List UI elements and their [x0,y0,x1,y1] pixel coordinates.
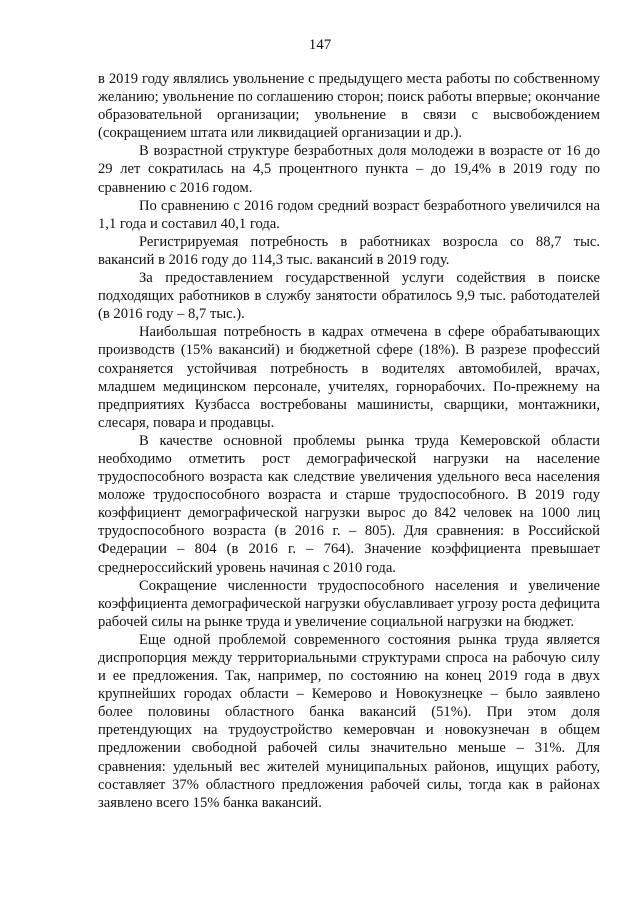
paragraph-youth-share: В возрастной структуре безработных доля молодежи в возрасте от 16 до 29 лет сократилась на 4,5 процентного пункта – до 19,4% в 2019 году по сравнению с 2016 годом. [98,143,600,196]
paragraph-continuation: в 2019 году являлись увольнение с предыдущего места работы по собственному желанию; увольнение по соглашению сторон; поиск работы впервые; окончание образовательной организации; увольнение в связи с высвобождением (сокращением штата или ликвидацией организации и др.). [98,71,600,142]
paragraph-employers: За предоставлением государственной услуги содействия в поиске подходящих работников в службу занятости обратилось 9,9 тыс. работодателей (в 2016 году – 8,7 тыс.). [98,270,600,323]
paragraph-labor-deficit: Сокращение численности трудоспособного населения и увеличение коэффициента демографической нагрузки обуславливает угрозу роста дефицита рабочей силы на рынке труда и увеличение социальной нагрузки на бюджет. [98,577,600,630]
body-text [98,70,600,812]
paragraph-registered-demand: Регистрируемая потребность в работниках возросла со 88,7 тыс. вакансий в 2016 году до 114,3 тыс. вакансий в 2019 году. [98,233,600,268]
paragraph-average-age: По сравнению с 2016 годом средний возраст безработного увеличился на 1,1 года и составил 40,1 года. [98,197,600,232]
page-number: 147 [308,37,332,53]
paragraph-staffing-needs: Наибольшая потребность в кадрах отмечена в сфере обрабатывающих производств (15% вакансий) и бюджетной сфере (18%). В разрезе профессий сохраняется устойчивая потребность в водителях автомобилей, врачах, младшем медицинском персонале, учителях, горнорабочих. По-прежнему на предприятиях Кузбасса востребованы машинисты, сварщики, монтажники, слесаря, повара и продавцы. [98,324,600,431]
paragraph-territorial-disproportion: Еще одной проблемой современного состояния рынка труда является диспропорция между территориальными структурами спроса на рабочую силу и ее предложения. Так, например, по состоянию на конец 2019 года в двух крупнейших городах области – Кемерово и Новокузнецке – было заявлено более половины областного банка вакансий (51%). При этом доля претендующих на трудоустройство кемеровчан и новокузнечан в общем предложении свободной рабочей силы значительно меньше – 31%. Для сравнения: удельный вес жителей муниципальных районов, ищущих работу, составляет 37% областного предложения рабочей силы, тогда как в районах заявлено всего 15% банка вакансий. [98,631,600,811]
paragraph-demographic-load: В качестве основной проблемы рынка труда Кемеровской области необходимо отметить рост демографической нагрузки на население трудоспособного возраста как следствие увеличения удельного веса населения моложе трудоспособного возраста и старше трудоспособного. В 2019 году коэффициент демографической нагрузки вырос до 842 человек на 1000 лиц трудоспособного возраста (в 2016 г. – 805). Для сравнения: в Российской Федерации – 804 (в 2016 г. – 764). Значение коэффициента превышает среднероссийский уровень начиная с 2010 года. [98,432,600,576]
